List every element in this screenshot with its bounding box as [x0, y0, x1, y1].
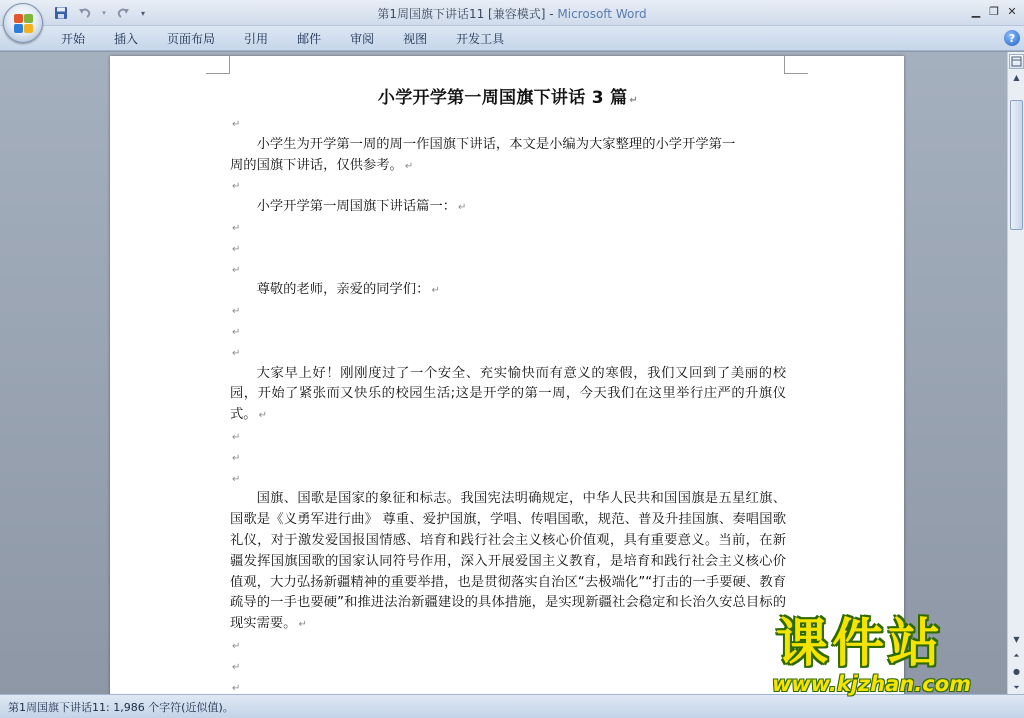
document-name: 第1周国旗下讲话11 [兼容模式]	[377, 7, 546, 21]
customize-qat-button[interactable]: ▾	[140, 8, 145, 18]
office-button[interactable]	[3, 3, 43, 43]
margin-corner-top-right	[784, 56, 808, 74]
previous-page-button[interactable]	[1009, 648, 1024, 663]
ribbon-tab-bar	[0, 26, 1024, 51]
empty-paragraph: ↵	[232, 452, 241, 464]
tab-mailings[interactable]: 邮件	[297, 32, 322, 46]
undo-dropdown[interactable]: ▾	[102, 9, 106, 17]
tab-references[interactable]: 引用	[244, 32, 269, 46]
empty-paragraph: ↵	[232, 473, 241, 485]
close-button[interactable]: ✕	[1007, 4, 1017, 18]
title-bar	[0, 0, 1024, 26]
empty-paragraph: ↵	[232, 347, 241, 359]
app-name: Microsoft Word	[557, 7, 647, 21]
document-title: 小学开学第一周国旗下讲话 3 篇 ↵	[377, 88, 639, 108]
empty-paragraph: ↵	[232, 682, 241, 694]
office-logo-icon	[14, 14, 34, 34]
document-workspace	[0, 52, 1007, 694]
body-paragraph-2: 国旗、国歌是国家的象征和标志。我国宪法明确规定，中华人民共和国国旗是五星红旗、国歌是《义勇军进行曲》 尊重、爱护国旗，学唱、传唱国歌，规范、普及升挂国旗、奏唱国歌礼仪，对于激发爱国报国情感、培育和践行社会主义核心价值观，具有重要意义。当前，在新疆发挥国旗国歌的国家认同符号作用，深入开展爱国主义教育，是培育和践行社会主义核心价值观，大力弘扬新疆精神的重要举措，也是贯彻落实自治区“去极端化”“打击的一手要硬、教育疏导的一手也要硬”和推进法治新疆建设的具体措施，是实现新疆社会稳定和长治久安总目标的现实需要。 ↵	[230, 491, 786, 632]
status-bar	[0, 694, 1024, 718]
tab-view[interactable]: 视图	[403, 32, 428, 46]
empty-paragraph: ↵	[232, 264, 241, 276]
minimize-button[interactable]: ▁	[971, 4, 981, 18]
ruler-icon	[1011, 56, 1022, 67]
empty-paragraph: ↵	[232, 661, 241, 673]
double-chevron-up-icon: ⏶	[1013, 650, 1020, 660]
tab-developer[interactable]: 开发工具	[456, 32, 505, 46]
section-heading-1: 小学开学第一周国旗下讲话篇一： ↵	[256, 199, 467, 215]
empty-paragraph: ↵	[232, 306, 241, 318]
document-page[interactable]	[110, 56, 904, 694]
scroll-up-button[interactable]	[1009, 70, 1024, 85]
view-ruler-button[interactable]	[1009, 54, 1024, 69]
browse-object-icon: ●	[1013, 667, 1020, 676]
status-word-count[interactable]: 第1周国旗下讲话11: 1,986 个字符(近似值)。	[8, 701, 234, 714]
select-browse-object-button[interactable]	[1009, 664, 1024, 679]
empty-paragraph: ↵	[232, 243, 241, 255]
intro-line-1: 小学生为开学第一周的周一作国旗下讲话，本文是小编为大家整理的小学开学第一	[256, 136, 736, 152]
watermark-title: 课件站	[776, 614, 945, 674]
empty-paragraph: ↵	[232, 431, 241, 443]
vertical-scrollbar[interactable]	[1007, 52, 1024, 694]
margin-corner-top-left	[206, 56, 230, 74]
scrollbar-thumb[interactable]	[1010, 100, 1023, 230]
paragraph-mark: ↵	[629, 95, 639, 106]
empty-paragraph: ↵	[232, 222, 241, 234]
window-controls	[968, 3, 1020, 19]
empty-paragraph: ↵	[232, 181, 241, 193]
restore-button[interactable]: ❐	[989, 4, 999, 18]
scroll-down-button[interactable]	[1009, 632, 1024, 647]
empty-paragraph: ↵	[232, 326, 241, 338]
intro-line-2: 周的国旗下讲话，仅供参考。 ↵	[230, 157, 414, 173]
tab-insert[interactable]: 插入	[114, 32, 139, 46]
arrow-down-icon: ▼	[1013, 635, 1020, 644]
tab-page-layout[interactable]: 页面布局	[167, 32, 216, 46]
document-body	[230, 82, 786, 694]
tab-home[interactable]: 开始	[61, 32, 86, 46]
next-page-button[interactable]	[1009, 680, 1024, 695]
arrow-up-icon: ▲	[1013, 73, 1020, 82]
body-paragraph-1: 大家早上好！刚刚度过了一个安全、充实愉快而有意义的寒假，我们又回到了美丽的校园，开始了紧张而又快乐的校园生活;这是开学的第一周，今天我们在这里举行庄严的升旗仪式。 ↵	[230, 365, 786, 423]
tab-review[interactable]: 审阅	[350, 32, 375, 46]
ribbon-tabs	[50, 30, 522, 48]
empty-paragraph: ↵	[232, 640, 241, 652]
watermark-logo	[772, 614, 1008, 694]
double-chevron-down-icon: ⏷	[1013, 682, 1020, 692]
watermark-url: www.kjzhan.com	[772, 672, 972, 696]
window-title: 第1周国旗下讲话11 [兼容模式] - Microsoft Word	[377, 7, 647, 21]
greeting: 尊敬的老师，亲爱的同学们： ↵	[256, 282, 440, 298]
help-button[interactable]: ?	[1004, 30, 1020, 46]
empty-paragraph: ↵	[232, 119, 241, 130]
